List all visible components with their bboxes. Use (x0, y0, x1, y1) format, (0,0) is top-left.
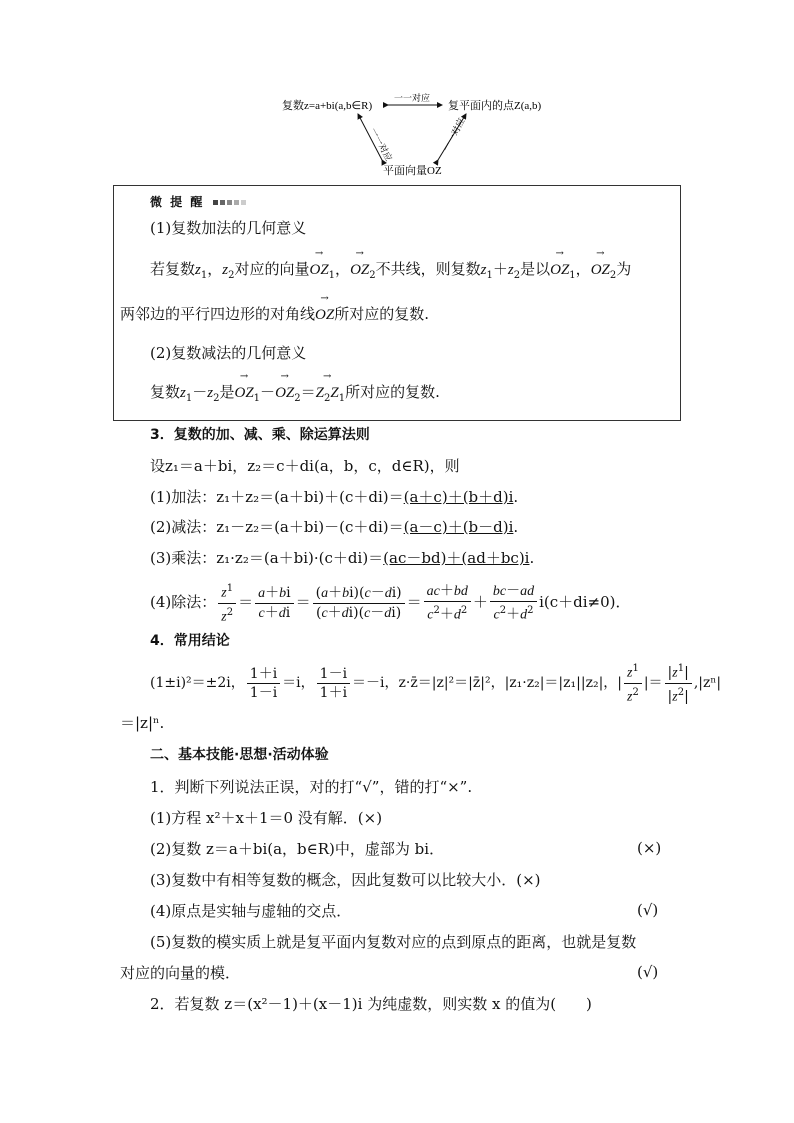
conclusion-text: ＝ (648, 675, 663, 692)
rule-division: (4)除法： $\frac{z^1}{z^2}$ ＝ $\frac{a+bi}{c+di}$ ＝ $\frac{(a+bi)(c-di)}{(c+di)(c-di)}$ ＝ $\frac{ac+bd}{c^2+d^2}$ ＋ $\frac{bc-ad}{c^2+d^2}$ i(c＋di≠0)． (150, 580, 631, 624)
question-1-5: (5)复数的模实质上就是复平面内复数对应的点到原点的距离，也就是复数 (150, 933, 637, 951)
tip-title-text: 微 提 醒 (150, 195, 205, 209)
question-1-2: (2)复数 z＝a＋bi(a，b∈R)中，虚部为 bi． (150, 840, 445, 858)
tip-p2-body: 复数$z_1-z_2$是→ $OZ_1-\to OZ_2=\to Z_2Z_1$所对应的复数. (150, 382, 440, 409)
rule-expr: z₁＋z₂＝(a＋bi)＋(c＋di)＝ (216, 488, 404, 506)
rule-result: (a＋c)＋(b＋d)i (403, 488, 514, 506)
part2-heading: 二、基本技能·思想·活动体验 (150, 747, 329, 763)
answer-mark-1-2: (×) (637, 839, 662, 857)
conclusion-text: (1±i)²＝±2i， (150, 675, 245, 692)
tip-text: 两邻边的平行四边形的对角线 (120, 305, 316, 323)
section3-intro: 设z₁＝a＋bi，z₂＝c＋di(a，b，c，d∈R)，则 (150, 457, 460, 475)
tip-p1-body: 若复数$z_1$，$z_2$对应的向量→ $OZ_1$，→ $OZ_2$不共线，则复数$z_1+z_2$是以→ $OZ_1$，→ $OZ_2$为 (150, 259, 631, 286)
left-edge-label: 一一对应 (368, 126, 394, 163)
fraction: $\frac{1-i}{1+i}$ (317, 665, 350, 702)
rule-expr: z₁－z₂＝(a＋bi)－(c＋di)＝ (216, 518, 404, 536)
rule-addition: (1)加法：z₁＋z₂＝(a＋bi)＋(c＋di)＝(a＋c)＋(b＋d)i. (150, 488, 519, 506)
top-edge-label: 一一对应 (394, 93, 431, 103)
fraction: $\frac{(a+bi)(c-di)}{(c+di)(c-di)}$ (313, 584, 405, 623)
fraction: $\frac{ac+bd}{c^2+d^2}$ (424, 582, 471, 625)
diagram-left-node: 复数z=a+bi(a,b∈R) (282, 100, 373, 112)
rule-label: (1)加法： (150, 488, 217, 506)
conclusions-line: (1±i)²＝±2i， $\frac{1+i}{1-i}$ ＝i， $\frac{1-i}{1+i}$ ＝－i，z·z̄＝|z|²＝|z̄|²，|z₁·z₂|＝|z₁||z₂|，| $\frac{z^1}{z^2}$ |＝ $\frac{|z^1|}{|z^2|}$ ,|zⁿ| (150, 660, 721, 704)
conclusion-text: |zⁿ| (698, 675, 722, 692)
tip-text: 若复数 (150, 260, 196, 278)
conclusions-line-cont: ＝|z|ⁿ. (120, 714, 165, 732)
rule-multiplication: (3)乘法：z₁·z₂＝(a＋bi)·(c＋di)＝(ac－bd)＋(ad＋bc)i. (150, 549, 535, 567)
tip-p1-body-cont: 两邻边的平行四边形的对角线→ OZ所对应的复数. (120, 304, 429, 325)
tip-text: 不共线，则复数 (375, 260, 481, 278)
question-1: 1．判断下列说法正误，对的打“√”，错的打“×”. (150, 778, 473, 796)
answer-mark-1-5: (√) (637, 963, 659, 981)
fraction: $\frac{z^1}{z^2}$ (624, 660, 642, 706)
rule-subtraction: (2)减法：z₁－z₂＝(a＋bi)－(c＋di)＝(a－c)＋(b－d)i. (150, 518, 519, 536)
section3-heading: 3．复数的加、减、乘、除运算法则 (150, 427, 370, 443)
rule-result: (a－c)＋(b－d)i (403, 518, 514, 536)
tip-text: 所对应的复数. (334, 305, 429, 323)
tip-text: 为 (616, 260, 632, 278)
question-2: 2．若复数 z＝(x²－1)＋(x－1)i 为纯虚数，则实数 x 的值为( ) (150, 995, 592, 1013)
question-1-4: (4)原点是实轴与虚轴的交点． (150, 902, 352, 920)
rule-label: (3)乘法： (150, 549, 217, 567)
tip-text: 是以 (520, 260, 551, 278)
fraction: $\frac{1+i}{1-i}$ (247, 665, 280, 702)
fraction: $\frac{a+bi}{c+di}$ (255, 584, 293, 623)
tip-p2-heading: (2)复数减法的几何意义 (150, 344, 307, 362)
answer-mark-1-4: (√) (637, 901, 659, 919)
rule-tail: i(c＋di≠0)． (539, 593, 631, 612)
right-edge-label: 一一对应 (440, 116, 467, 153)
rule-expr: z₁·z₂＝(a＋bi)·(c＋di)＝ (216, 549, 384, 567)
tip-squares (213, 192, 248, 210)
rule-label: (4)除法： (150, 593, 217, 612)
fraction: $\frac{z^1}{z^2}$ (218, 580, 236, 626)
conclusion-text: ＝i， (282, 675, 315, 692)
fraction: $\frac{|z^1|}{|z^2|}$ (665, 660, 692, 706)
question-1-1: (1)方程 x²＋x＋1＝0 没有解．(×) (150, 809, 383, 827)
tip-text: 是 (219, 383, 235, 401)
rule-result: (ac－bd)＋(ad＋bc)i (383, 549, 530, 567)
fraction: $\frac{bc-ad}{c^2+d^2}$ (490, 582, 537, 625)
tip-text: 复数 (150, 383, 181, 401)
rule-label: (2)减法： (150, 518, 217, 536)
correspondence-diagram (270, 92, 570, 180)
tip-text: 所对应的复数. (345, 383, 440, 401)
tip-p1-heading: (1)复数加法的几何意义 (150, 219, 307, 237)
diagram-bottom-node: 平面向量OZ (383, 165, 442, 177)
tip-title (150, 191, 248, 212)
question-1-5-cont: 对应的向量的模． (120, 964, 241, 982)
tip-text: 对应的向量 (234, 260, 310, 278)
section4-heading: 4．常用结论 (150, 633, 230, 649)
question-1-3: (3)复数中有相等复数的概念，因此复数可以比较大小．(×) (150, 871, 541, 889)
conclusion-text: z·z̄＝|z|²＝|z̄|²，|z₁·z₂|＝|z₁||z₂|， (398, 675, 618, 692)
conclusion-text: ＝－i， (352, 675, 399, 692)
diagram-right-node: 复平面内的点Z(a,b) (448, 100, 542, 112)
